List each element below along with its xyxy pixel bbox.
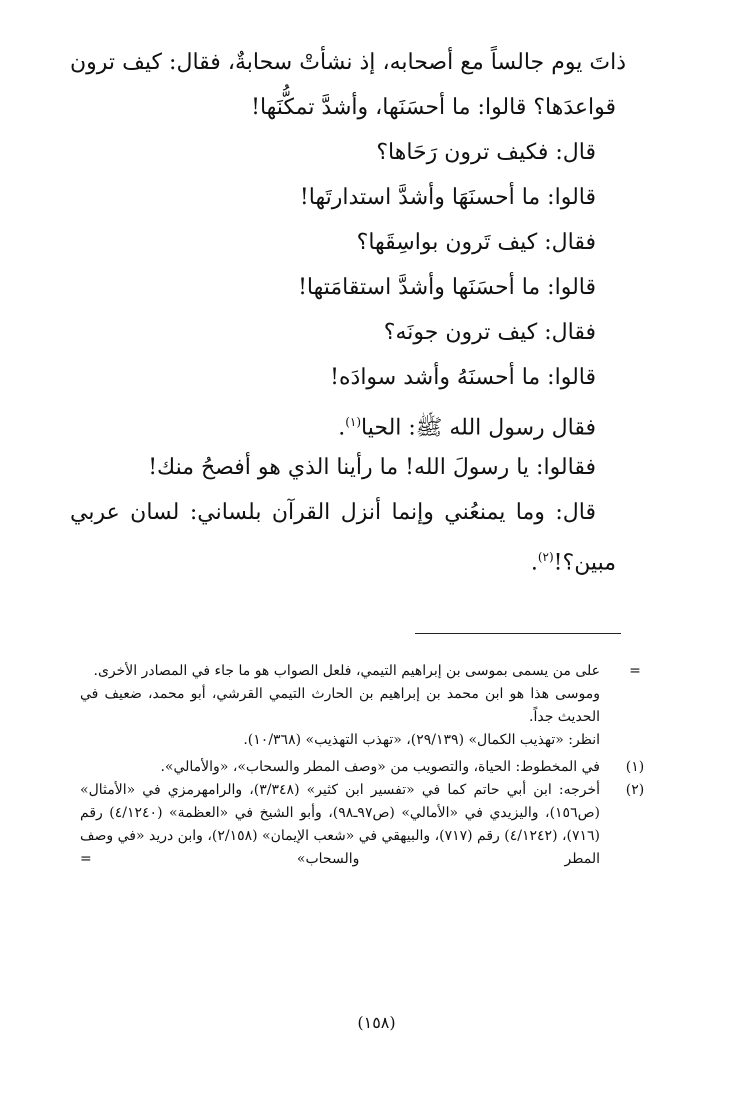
text-line: قواعدَها؟ قالوا: ما أحسَنَها، وأشدَّ تمكُّنَها! [251,95,616,120]
text-line: فقال رسول الله ﷺ: الحيا$^{(١)}$. [338,415,596,441]
footnotes [80,660,646,871]
footnote-marker: (١) [625,759,645,775]
footnote-2 [80,779,646,871]
footnote-separator [415,633,621,634]
footnote-text: انظر: «تهذيب الكمال» (٢٩/١٣٩)، «تهذب التهذيب» (١٠/٣٦٨). [243,732,600,748]
text-line: مبين؟!$^{(٢)}$. [530,550,616,576]
text-line: قالوا: ما أحسنَهُ وأشد سوادَه! [330,365,596,390]
footnote-text: على من يسمى بموسى بن إبراهيم التيمي، فلعل الصواب هو ما جاء في المصادر الأخرى. [93,663,600,679]
text-line: قال: وما يمنعُني وإنما أنزل القرآن بلساني: لسان عربي [70,500,596,525]
footnote-continuation [80,660,646,752]
footnote-ref-2[interactable]: (٢) [537,550,554,564]
footnote-ref-1[interactable]: (١) [345,415,362,429]
text-line: فقال: كيف تَرون بواسِقَها؟ [356,230,596,255]
main-text [70,40,626,580]
continuation-marker: = [629,663,641,679]
text-line: فقالوا: يا رسولَ الله! ما رأينا الذي هو أفصحُ منك! [148,455,596,480]
text-line: قالوا: ما أحسَنَها وأشدَّ استقامَتها! [298,275,596,300]
text-line: قالوا: ما أحسنَهَا وأشدَّ استدارتَها! [299,185,596,210]
footnote-text: وموسى هذا هو ابن محمد بن إبراهيم بن الحارث التيمي القرشي، أبو محمد، ضعيف في الحديث جداً. [80,686,600,725]
footnote-text: أخرجه: ابن أبي حاتم كما في «تفسير ابن كثير» (٣/٣٤٨)، والرامهرمزي في «الأمثال» (ص١٥٦)، واليزيدي في «الأمالي» (ص٩٧ـ٩٨)، وأبو الشيخ في «العظمة» (٤/١٢٤٠) رقم (٧١٦)، (٤/١٢٤٢) رقم (٧١٧)، والبيهقي في «شعب الإيمان» (٢/١٥٨)، وابن دريد «في وصف المطر والسحاب» = [80,782,600,867]
footnote-marker: (٢) [625,782,645,798]
footnote-text: في المخطوط: الحياة، والتصويب من «وصف المطر والسحاب»، «والأمالي». [160,759,600,775]
footnote-1 [80,756,646,779]
text-line: ذاتَ يوم جالساً مع أصحابه، إذ نشأتْ سحابةٌ، فقال: كيف ترون [70,50,626,75]
text-line: فقال: كيف ترون جونَه؟ [383,320,596,345]
page-number: (١٥٨) [357,1013,396,1032]
text-line: قال: فكيف ترون رَحَاها؟ [376,140,596,165]
